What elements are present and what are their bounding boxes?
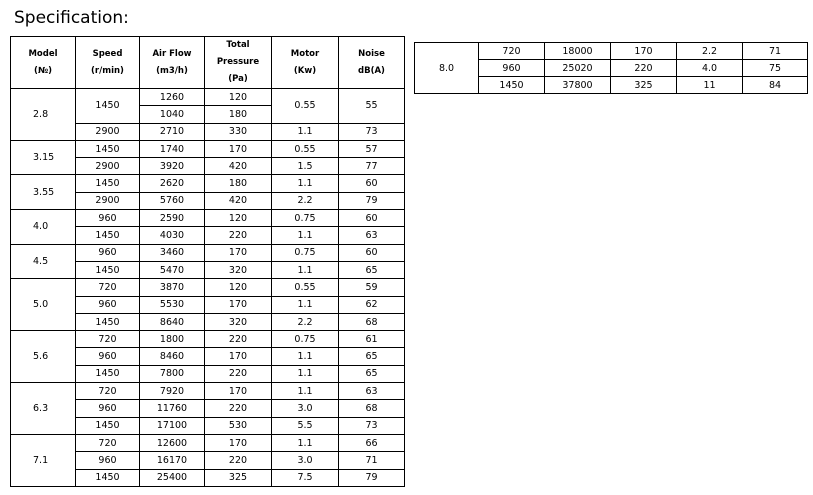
pressure-cell: 220 bbox=[205, 331, 272, 348]
motor-cell: 1.5 bbox=[272, 158, 339, 175]
pressure-cell: 325 bbox=[611, 77, 677, 94]
pressure-cell: 170 bbox=[205, 296, 272, 313]
header-speed: Speed (r/min) bbox=[76, 37, 140, 89]
header-noise: Noise dB(A) bbox=[339, 37, 405, 89]
speed-cell: 1450 bbox=[76, 227, 140, 244]
airflow-cell: 3870 bbox=[140, 279, 205, 296]
speed-cell: 720 bbox=[76, 279, 140, 296]
model-cell: 7.1 bbox=[11, 434, 76, 486]
motor-cell: 0.55 bbox=[272, 89, 339, 124]
pressure-cell: 220 bbox=[205, 227, 272, 244]
pressure-cell: 530 bbox=[205, 417, 272, 434]
pressure-cell: 170 bbox=[611, 43, 677, 60]
motor-cell: 2.2 bbox=[677, 43, 743, 60]
speed-cell: 960 bbox=[76, 452, 140, 469]
airflow-cell: 37800 bbox=[545, 77, 611, 94]
motor-cell: 2.2 bbox=[272, 192, 339, 209]
motor-cell: 1.1 bbox=[272, 365, 339, 382]
airflow-cell: 5530 bbox=[140, 296, 205, 313]
pressure-cell: 325 bbox=[205, 469, 272, 486]
motor-cell: 4.0 bbox=[677, 60, 743, 77]
motor-cell: 1.1 bbox=[272, 175, 339, 192]
header-airflow: Air Flow (m3/h) bbox=[140, 37, 205, 89]
airflow-cell: 7920 bbox=[140, 383, 205, 400]
table-row bbox=[415, 43, 808, 60]
airflow-cell: 25020 bbox=[545, 60, 611, 77]
speed-cell: 960 bbox=[76, 296, 140, 313]
pressure-cell: 420 bbox=[205, 192, 272, 209]
pressure-cell: 220 bbox=[611, 60, 677, 77]
pressure-cell: 180 bbox=[205, 106, 272, 123]
noise-cell: 60 bbox=[339, 210, 405, 227]
pressure-cell: 170 bbox=[205, 244, 272, 261]
noise-cell: 84 bbox=[743, 77, 808, 94]
pressure-cell: 220 bbox=[205, 452, 272, 469]
noise-cell: 73 bbox=[339, 417, 405, 434]
spec-table-extra bbox=[414, 42, 808, 94]
airflow-cell: 11760 bbox=[140, 400, 205, 417]
motor-cell: 1.1 bbox=[272, 434, 339, 451]
speed-cell: 960 bbox=[76, 348, 140, 365]
motor-cell: 0.75 bbox=[272, 210, 339, 227]
airflow-cell: 12600 bbox=[140, 434, 205, 451]
table-row bbox=[11, 331, 405, 348]
airflow-cell: 2590 bbox=[140, 210, 205, 227]
airflow-cell: 1040 bbox=[140, 106, 205, 123]
motor-cell: 2.2 bbox=[272, 313, 339, 330]
noise-cell: 66 bbox=[339, 434, 405, 451]
speed-cell: 1450 bbox=[76, 469, 140, 486]
airflow-cell: 5470 bbox=[140, 261, 205, 278]
motor-cell: 5.5 bbox=[272, 417, 339, 434]
speed-cell: 1450 bbox=[76, 417, 140, 434]
noise-cell: 60 bbox=[339, 244, 405, 261]
pressure-cell: 330 bbox=[205, 123, 272, 140]
pressure-cell: 120 bbox=[205, 279, 272, 296]
motor-cell: 1.1 bbox=[272, 261, 339, 278]
speed-cell: 720 bbox=[76, 331, 140, 348]
header-model: Model (№) bbox=[11, 37, 76, 89]
pressure-cell: 120 bbox=[205, 210, 272, 227]
pressure-cell: 320 bbox=[205, 261, 272, 278]
speed-cell: 1450 bbox=[76, 175, 140, 192]
motor-cell: 3.0 bbox=[272, 400, 339, 417]
airflow-cell: 17100 bbox=[140, 417, 205, 434]
airflow-cell: 2710 bbox=[140, 123, 205, 140]
noise-cell: 61 bbox=[339, 331, 405, 348]
airflow-cell: 25400 bbox=[140, 469, 205, 486]
speed-cell: 1450 bbox=[76, 365, 140, 382]
speed-cell: 1450 bbox=[76, 89, 140, 124]
noise-cell: 75 bbox=[743, 60, 808, 77]
noise-cell: 65 bbox=[339, 261, 405, 278]
model-cell: 5.6 bbox=[11, 331, 76, 383]
page-title: Specification: bbox=[14, 8, 129, 28]
airflow-cell: 7800 bbox=[140, 365, 205, 382]
pressure-cell: 220 bbox=[205, 400, 272, 417]
model-cell: 4.5 bbox=[11, 244, 76, 279]
noise-cell: 57 bbox=[339, 140, 405, 157]
noise-cell: 63 bbox=[339, 227, 405, 244]
motor-cell: 1.1 bbox=[272, 227, 339, 244]
motor-cell: 1.1 bbox=[272, 383, 339, 400]
speed-cell: 720 bbox=[76, 434, 140, 451]
speed-cell: 960 bbox=[76, 210, 140, 227]
noise-cell: 65 bbox=[339, 348, 405, 365]
speed-cell: 720 bbox=[479, 43, 545, 60]
pressure-cell: 170 bbox=[205, 434, 272, 451]
pressure-cell: 170 bbox=[205, 348, 272, 365]
table-row bbox=[11, 140, 405, 157]
table-row bbox=[11, 89, 405, 106]
table-row bbox=[11, 434, 405, 451]
model-cell: 5.0 bbox=[11, 279, 76, 331]
speed-cell: 1450 bbox=[76, 261, 140, 278]
pressure-cell: 220 bbox=[205, 365, 272, 382]
motor-cell: 3.0 bbox=[272, 452, 339, 469]
noise-cell: 63 bbox=[339, 383, 405, 400]
spec-table-main bbox=[10, 36, 405, 487]
speed-cell: 1450 bbox=[76, 140, 140, 157]
model-cell: 4.0 bbox=[11, 210, 76, 245]
noise-cell: 79 bbox=[339, 192, 405, 209]
speed-cell: 960 bbox=[479, 60, 545, 77]
table-row bbox=[11, 244, 405, 261]
noise-cell: 62 bbox=[339, 296, 405, 313]
noise-cell: 68 bbox=[339, 313, 405, 330]
airflow-cell: 16170 bbox=[140, 452, 205, 469]
motor-cell: 11 bbox=[677, 77, 743, 94]
pressure-cell: 170 bbox=[205, 383, 272, 400]
noise-cell: 68 bbox=[339, 400, 405, 417]
speed-cell: 2900 bbox=[76, 123, 140, 140]
motor-cell: 7.5 bbox=[272, 469, 339, 486]
speed-cell: 960 bbox=[76, 400, 140, 417]
model-cell: 2.8 bbox=[11, 89, 76, 141]
speed-cell: 1450 bbox=[76, 313, 140, 330]
noise-cell: 71 bbox=[743, 43, 808, 60]
motor-cell: 0.55 bbox=[272, 140, 339, 157]
model-cell: 6.3 bbox=[11, 383, 76, 435]
motor-cell: 1.1 bbox=[272, 348, 339, 365]
table-row bbox=[11, 175, 405, 192]
motor-cell: 0.55 bbox=[272, 279, 339, 296]
airflow-cell: 2620 bbox=[140, 175, 205, 192]
pressure-cell: 170 bbox=[205, 140, 272, 157]
airflow-cell: 5760 bbox=[140, 192, 205, 209]
motor-cell: 1.1 bbox=[272, 296, 339, 313]
pressure-cell: 180 bbox=[205, 175, 272, 192]
header-motor: Motor (Kw) bbox=[272, 37, 339, 89]
header-pressure: Total Pressure (Pa) bbox=[205, 37, 272, 89]
noise-cell: 71 bbox=[339, 452, 405, 469]
airflow-cell: 4030 bbox=[140, 227, 205, 244]
airflow-cell: 3920 bbox=[140, 158, 205, 175]
table-row bbox=[11, 383, 405, 400]
airflow-cell: 8460 bbox=[140, 348, 205, 365]
model-cell: 3.15 bbox=[11, 140, 76, 175]
speed-cell: 1450 bbox=[479, 77, 545, 94]
airflow-cell: 1740 bbox=[140, 140, 205, 157]
table-row bbox=[11, 210, 405, 227]
pressure-cell: 120 bbox=[205, 89, 272, 106]
noise-cell: 60 bbox=[339, 175, 405, 192]
noise-cell: 73 bbox=[339, 123, 405, 140]
pressure-cell: 420 bbox=[205, 158, 272, 175]
noise-cell: 65 bbox=[339, 365, 405, 382]
motor-cell: 0.75 bbox=[272, 331, 339, 348]
model-cell: 3.55 bbox=[11, 175, 76, 210]
airflow-cell: 8640 bbox=[140, 313, 205, 330]
speed-cell: 720 bbox=[76, 383, 140, 400]
noise-cell: 79 bbox=[339, 469, 405, 486]
motor-cell: 1.1 bbox=[272, 123, 339, 140]
noise-cell: 55 bbox=[339, 89, 405, 124]
table-row bbox=[11, 279, 405, 296]
airflow-cell: 1800 bbox=[140, 331, 205, 348]
speed-cell: 2900 bbox=[76, 192, 140, 209]
airflow-cell: 1260 bbox=[140, 89, 205, 106]
model-cell: 8.0 bbox=[415, 43, 479, 94]
noise-cell: 77 bbox=[339, 158, 405, 175]
speed-cell: 960 bbox=[76, 244, 140, 261]
pressure-cell: 320 bbox=[205, 313, 272, 330]
noise-cell: 59 bbox=[339, 279, 405, 296]
airflow-cell: 3460 bbox=[140, 244, 205, 261]
motor-cell: 0.75 bbox=[272, 244, 339, 261]
airflow-cell: 18000 bbox=[545, 43, 611, 60]
speed-cell: 2900 bbox=[76, 158, 140, 175]
